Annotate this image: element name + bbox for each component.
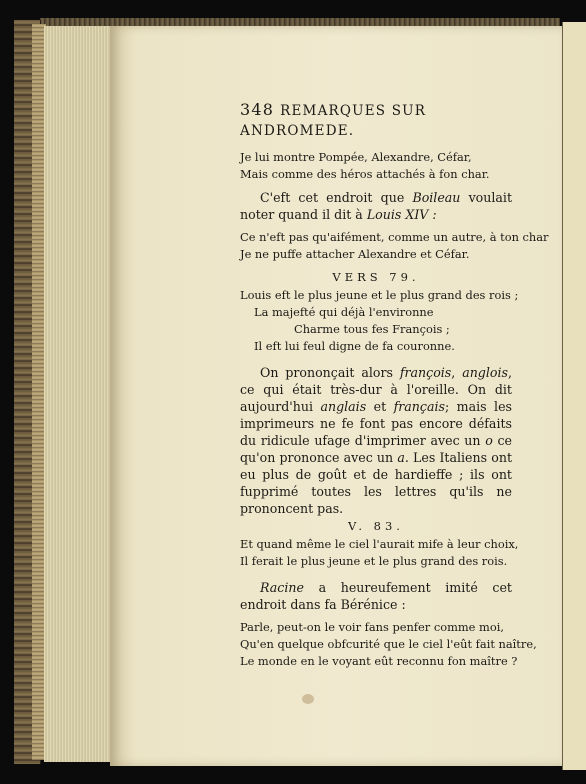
verse-line: Et quand même le ciel l'aurait mife à leur choix, [240,537,519,551]
paragraph: Racine a heureufement imité cet endroit dans fa Bérénice : [240,580,512,612]
verse-line: Qu'en quelque obfcurité que le ciel l'eût fait naître, [240,637,537,651]
verse-line: Il ferait le plus jeune et le plus grand des rois. [240,554,508,568]
verse-line: La majefté qui déjà l'environne [254,305,434,319]
facing-page-edge [562,22,586,770]
page-number: 348 [240,100,275,119]
page-edges [44,26,114,762]
verse-line: Je lui montre Pompée, Alexandre, Céfar, [240,150,472,164]
page-text [240,100,549,670]
paragraph: C'eft cet endroit que Boileau voulait noter quand il dit à Louis XIV : [240,190,513,222]
verse-line: Mais comme des héros attachés à fon char. [240,167,490,181]
section-heading: V. 83. [348,519,404,533]
running-title: REMARQUES SUR ANDROMEDE. [240,103,427,139]
page-stain [302,694,314,704]
section-heading: VERS 79. [332,270,420,284]
verse-line: Je ne puffe attacher Alexandre et Céfar. [240,247,470,261]
verse-line: Il eft lui feul digne de fa couronne. [254,339,455,353]
paragraph: On prononçait alors françois, anglois, ce qui était très-dur à l'oreille. On dit aujourd'hui anglais et français; mais les imprimeurs ne fe font pas encore défaits du ridicule ufage d'imprimer avec un o ce qu'on prononce avec un a. Les Italiens ont eu plus de goût et de hardieffe ; ils ont fupprimé toutes les lettres qu'ils ne prononcent pas. [240,365,513,516]
verse-line: Charme tous fes François ; [294,322,450,336]
verse-line: Le monde en le voyant eût reconnu fon maître ? [240,654,518,668]
running-header [240,100,512,141]
verse-line: Louis eft le plus jeune et le plus grand des rois ; [240,288,519,302]
verse-line: Ce n'eft pas qu'aifément, comme un autre, à ton char [240,230,549,244]
verse-line: Parle, peut-on le voir fans penfer comme moi, [240,620,504,634]
